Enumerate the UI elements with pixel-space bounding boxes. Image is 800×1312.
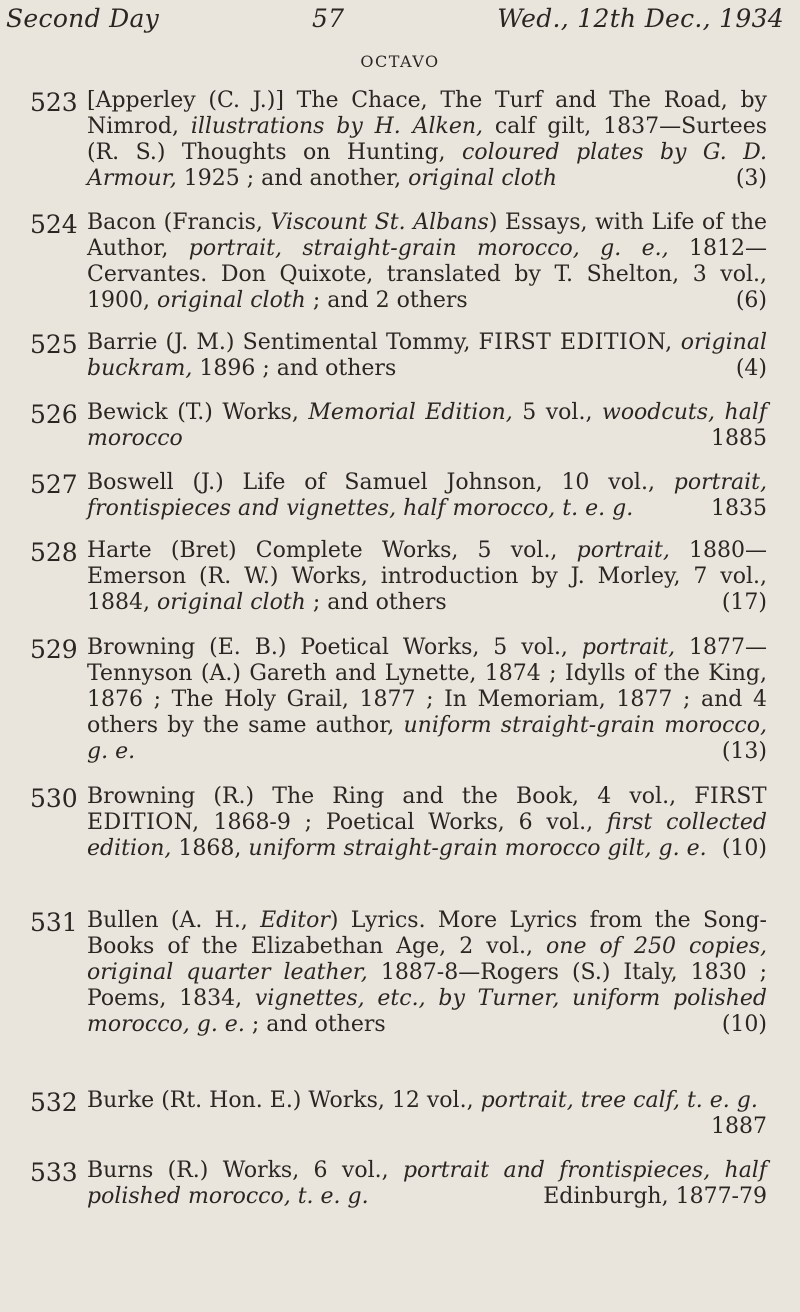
header-day: Second Day <box>6 4 160 33</box>
lot-number: 524 <box>30 210 78 239</box>
lot-description: Harte (Bret) Complete Works, 5 vol., portrait, 1880—Emerson (R. W.) Works, introduction by J. Morley, 7 vol., 1884, original cloth ; and others (17) <box>87 538 767 615</box>
lot-number: 531 <box>30 908 78 937</box>
lot-description: Bacon (Francis, Viscount St. Albans) Essays, with Life of the Author, portrait, straight-grain morocco, g. e., 1812—Cervantes. Don Quixote, translated by T. Shelton, 3 vol., 1900, original cloth ; and 2 others (6) <box>87 210 768 313</box>
lot-description: Bewick (T.) Works, Memorial Edition, 5 vol., woodcuts, half morocco 1885 <box>87 400 767 451</box>
lot-quantity: (3) <box>735 166 767 191</box>
lot-quantity: (17) <box>721 590 767 615</box>
lot-quantity: (4) <box>735 356 767 381</box>
lot-number: 523 <box>30 88 78 117</box>
lot-description: Bullen (A. H., Editor) Lyrics. More Lyrics from the Song-Books of the Elizabethan Age, 2 vol., one of 250 copies, original quarter leather, 1887-8—Rogers (S.) Italy, 1830 ; Poems, 1834, vignettes, etc., by Turner, uniform polished morocco, g. e. ; and others (10) <box>87 908 768 1037</box>
lot-description: Boswell (J.) Life of Samuel Johnson, 10 vol., portrait, frontispieces and vignettes, half morocco, t. e. g. 1835 <box>87 470 767 521</box>
lot-number: 526 <box>30 400 78 429</box>
lot-quantity: (13) <box>721 739 767 764</box>
section-title: OCTAVO <box>360 52 440 71</box>
lot-number: 525 <box>30 330 78 359</box>
lot-number: 530 <box>30 784 78 813</box>
lot-number: 528 <box>30 538 78 567</box>
lot-number: 529 <box>30 635 78 664</box>
lot-quantity: (6) <box>735 288 767 313</box>
lot-quantity: (10) <box>721 1012 767 1037</box>
lot-description: Browning (E. B.) Poetical Works, 5 vol., portrait, 1877—Tennyson (A.) Gareth and Lynette, 1874 ; Idylls of the King, 1876 ; The Holy Grail, 1877 ; In Memoriam, 1877 ; and 4 others by the same author, uniform straight-grain morocco, g. e. (13) <box>87 635 768 764</box>
lot-quantity: (10) <box>721 836 767 861</box>
lot-description: Burke (Rt. Hon. E.) Works, 12 vol., portrait, tree calf, t. e. g. 1887 <box>87 1088 767 1139</box>
lot-description: Barrie (J. M.) Sentimental Tommy, FIRST EDITION, original buckram, 1896 ; and others (4) <box>87 330 767 381</box>
lot-description: Browning (R.) The Ring and the Book, 4 vol., FIRST EDITION, 1868-9 ; Poetical Works, 6 vol., first collected edition, 1868, uniform straight-grain morocco gilt, g. e. (10) <box>87 784 767 861</box>
lot-number: 533 <box>30 1158 78 1187</box>
header-date: Wed., 12th Dec., 1934 <box>497 4 784 33</box>
lot-number: 527 <box>30 470 78 499</box>
lot-number: 532 <box>30 1088 78 1117</box>
page-number: 57 <box>311 4 345 33</box>
lot-quantity: Edinburgh, 1877-79 <box>543 1184 767 1209</box>
lot-quantity: 1885 <box>711 426 767 451</box>
lot-quantity: 1887 <box>711 1114 767 1139</box>
page-header <box>6 4 784 33</box>
lot-quantity: 1835 <box>711 496 767 521</box>
lot-description: [Apperley (C. J.)] The Chace, The Turf and The Road, by Nimrod, illustrations by H. Alken, calf gilt, 1837—Surtees (R. S.) Thoughts on Hunting, coloured plates by G. D. Armour, 1925 ; and another, original cloth (3) <box>87 88 768 191</box>
lot-description: Burns (R.) Works, 6 vol., portrait and frontispieces, half polished morocco, t. e. g. Edinburgh, 1877-79 <box>87 1158 767 1209</box>
